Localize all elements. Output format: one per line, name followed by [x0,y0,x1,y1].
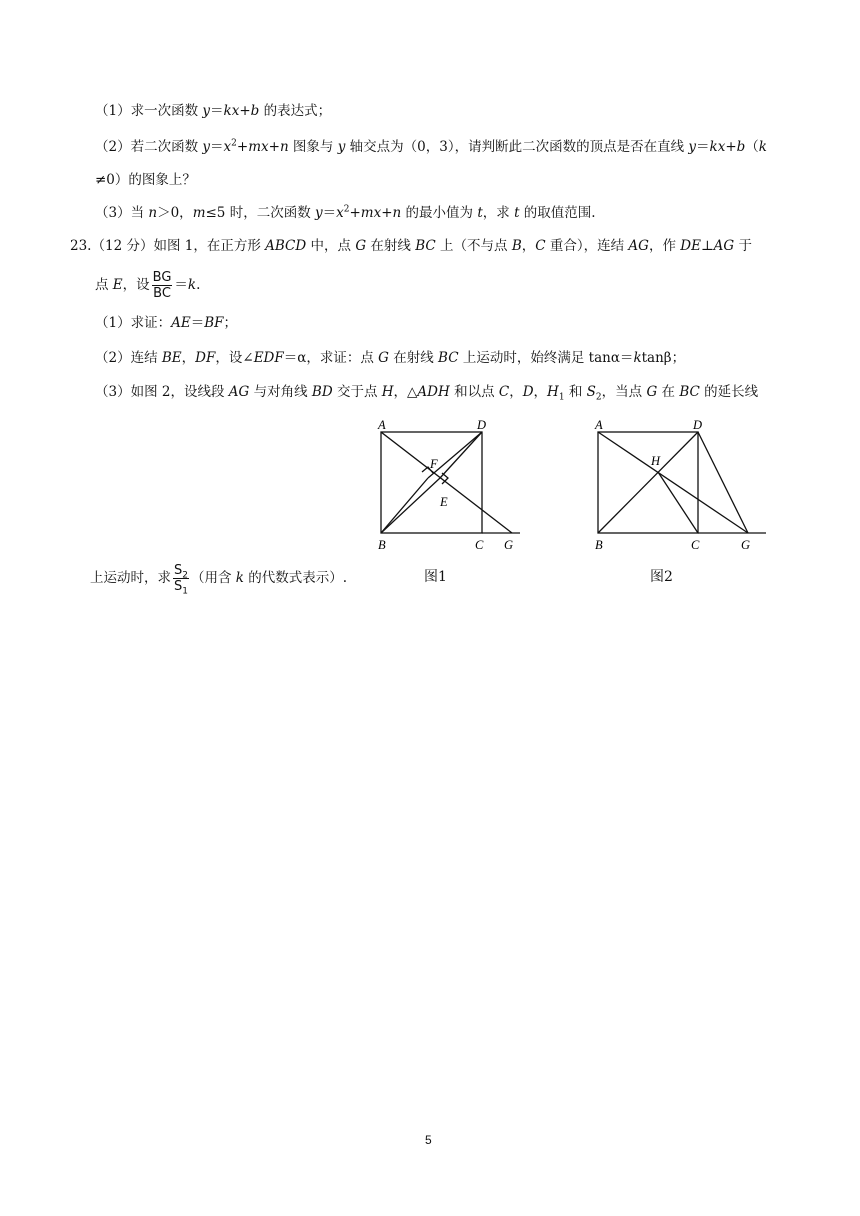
segment-de [440,432,482,478]
fraction-denominator: BC [153,286,171,301]
segment-df [428,432,482,478]
label-a: A [595,418,603,432]
fraction-numerator: BG [152,270,172,285]
figure-2-caption: 图2 [650,569,673,585]
q23-stem-line2: 点 E，设 $\frac{BG}{BC}$ ＝k. [95,270,201,301]
segment-ag [381,432,512,533]
label-d: D [693,418,703,432]
q23-number: 23. [70,238,92,254]
segment-bf [381,478,428,533]
q22-part2-line1: （2）若二次函数 $y=x^2+mx+n$ 图象与 y 轴交点为（0，3），请判断此二次函数的顶点是否在直线 y＝kx+b（k [95,138,767,155]
segment-dg [698,432,748,533]
q23-part3-line1: （3）如图 2，设线段 AG 与对角线 BD 交于点 H，△ADH 和以点 C，D，$H_1$ 和 $S_2$，当点 G 在 BC 的延长线 [95,384,759,403]
q23-stem-line1: 23.（12 分）如图 1，在正方形 ABCD 中，点 G 在射线 BC 上（不与点 B，C 重合），连结 AG，作 DE⊥AG 于 [70,238,752,254]
fraction-bg-bc [152,270,173,301]
q23-part1: （1）求证：AE＝BF； [95,315,237,331]
q22-part2-line2: ≠0）的图象上？ [95,172,196,188]
figure-2 [588,415,773,555]
fraction-numerator: $S_2$ [174,563,188,581]
diagonal-bd [598,432,698,533]
square-abcd [381,432,482,533]
label-e: E [440,495,448,509]
fraction-s2-s1 [173,563,189,597]
q22-part3: （3）当 n＞0，m≤5 时，二次函数 $y=x^2+mx+n$ 的最小值为 t，求 t 的取值范围. [95,204,596,221]
label-b: B [378,538,386,552]
segment-ag [598,432,748,533]
figure-1 [370,415,530,555]
q23-part3-line2: 上运动时，求 $\frac{S_2}{S_1}$ （用含 k 的代数式表示）. [90,563,348,597]
label-c: C [691,538,700,552]
label-a: A [378,418,386,432]
segment-hc [658,472,698,533]
label-d: D [477,418,487,432]
label-h: H [651,454,661,468]
q23-score: （12 分） [91,238,154,254]
q23-part2: （2）连结 BE，DF，设∠EDF＝α，求证：点 G 在射线 BC 上运动时，始终满足 tanα＝ktanβ； [95,350,686,366]
q22-part1: （1）求一次函数 y＝kx+b 的表达式； [95,103,332,119]
label-b: B [595,538,603,552]
segment-be [381,478,440,533]
figure-1-caption: 图1 [424,569,447,585]
label-g: G [741,538,751,552]
label-f: F [430,457,438,471]
page-number: 5 [425,1133,432,1147]
label-g: G [504,538,514,552]
label-c: C [475,538,484,552]
fraction-denominator: $S_1$ [174,579,188,597]
